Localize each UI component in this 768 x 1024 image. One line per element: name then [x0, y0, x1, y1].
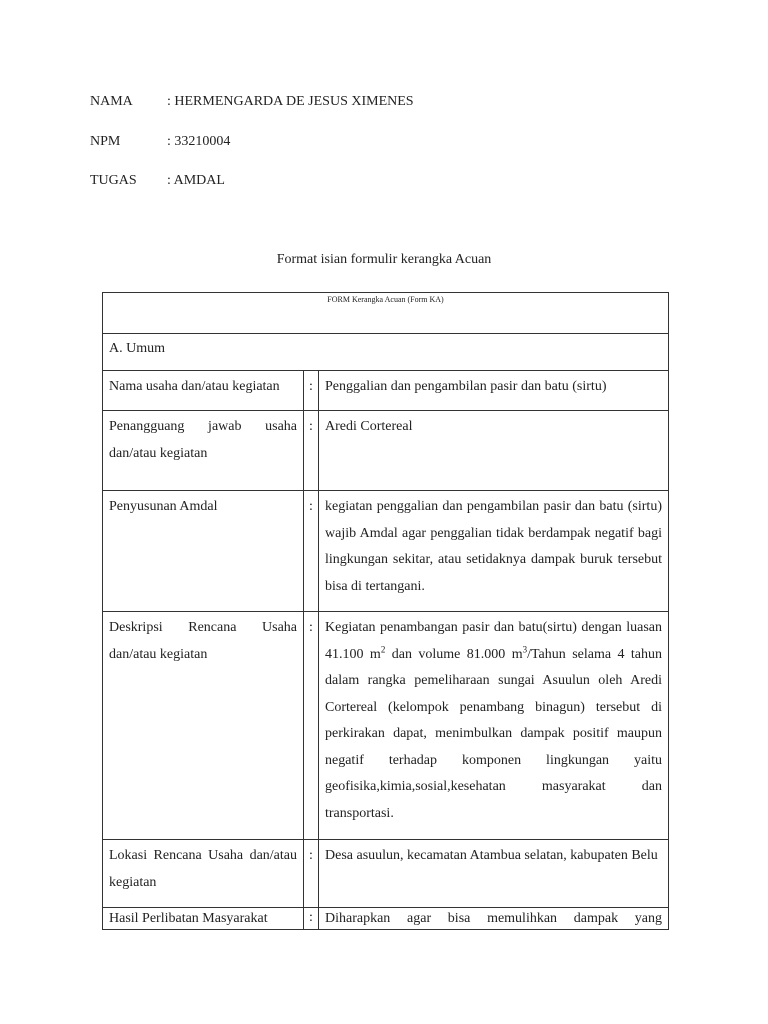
row-value-part: /Tahun selama 4 tahun dalam rangka pemeliharaan sungai Asuulun oleh Aredi Cortereal (kelompok penambang binagun) tersebut di perkirakan dapat, menimbulkan dampak positif maupun negatif terhadap komponen lingkungan yaitu geofisika,kimia,sosial,kesehatan masyarakat dan transportasi.: [325, 646, 662, 821]
row-separator: :: [304, 908, 319, 930]
tugas-row: [90, 173, 225, 189]
row-value-part: Kegiatan penambangan pasir dan batu(sirtu) dengan luasan 41.100 m: [325, 620, 662, 662]
section-a-umum: A. Umum: [103, 334, 669, 371]
row-value: Diharapkan agar bisa memulihkan dampak yang: [319, 908, 669, 930]
table-row: [103, 491, 669, 612]
row-separator: :: [304, 411, 319, 491]
npm-row: [90, 134, 230, 150]
row-value-part: dan volume 81.000 m: [385, 646, 523, 662]
form-title: FORM Kerangka Acuan (Form KA): [103, 293, 669, 334]
row-label: Penangguang jawab usaha dan/atau kegiatan: [103, 411, 304, 491]
row-label: Nama usaha dan/atau kegiatan: [103, 371, 304, 411]
npm-value: : 33210004: [167, 134, 231, 149]
table-row: [103, 840, 669, 908]
row-separator: :: [304, 371, 319, 411]
row-value: Desa asuulun, kecamatan Atambua selatan, kabupaten Belu: [319, 840, 669, 908]
row-label: Deskripsi Rencana Usaha dan/atau kegiatan: [103, 612, 304, 840]
row-separator: :: [304, 491, 319, 612]
row-value: Aredi Cortereal: [319, 411, 669, 491]
table-row: [103, 371, 669, 411]
row-value: [319, 612, 669, 840]
nama-row: [90, 94, 414, 110]
row-label: Lokasi Rencana Usaha dan/atau kegiatan: [103, 840, 304, 908]
table-row: [103, 908, 669, 930]
row-value: kegiatan penggalian dan pengambilan pasir dan batu (sirtu) wajib Amdal agar penggalian tidak berdampak negatif bagi lingkungan sekitar, atau setidaknya dampak buruk tersebut bisa di tertangani.: [319, 491, 669, 612]
row-separator: :: [304, 612, 319, 840]
tugas-label: TUGAS: [90, 173, 137, 188]
row-separator: :: [304, 840, 319, 908]
superscript-3: 3: [522, 643, 528, 654]
row-label: Hasil Perlibatan Masyarakat: [103, 908, 304, 930]
npm-label: NPM: [90, 134, 121, 149]
kerangka-acuan-form: [102, 292, 669, 930]
document-title: Format isian formulir kerangka Acuan: [276, 252, 492, 267]
table-row: [103, 612, 669, 840]
superscript-2: 2: [380, 643, 386, 654]
row-label: Penyusunan Amdal: [103, 491, 304, 612]
table-row: [103, 411, 669, 491]
nama-label: NAMA: [90, 94, 133, 109]
nama-value: : HERMENGARDA DE JESUS XIMENES: [167, 94, 414, 109]
tugas-value: : AMDAL: [167, 173, 225, 188]
row-value: Penggalian dan pengambilan pasir dan batu (sirtu): [319, 371, 669, 411]
